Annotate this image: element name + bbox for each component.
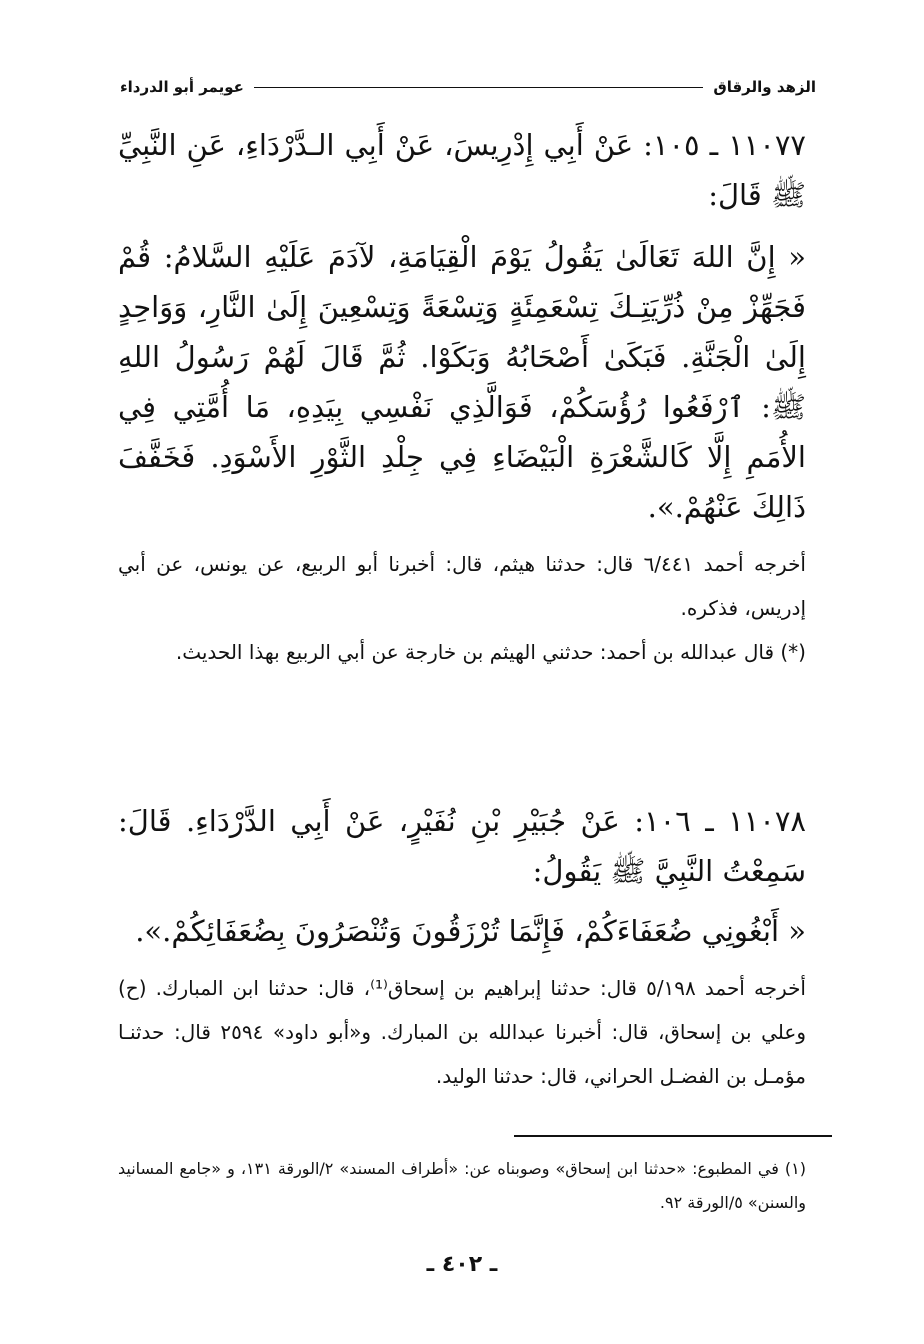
- takhrij-text: أخرجه أحمد ٦/٤٤١ قال: حدثنا هيثم، قال: أخبرنا أبو الربيع، عن يونس، عن أبي إدريس، فذكره.: [118, 552, 806, 620]
- takhrij: [118, 542, 806, 630]
- footnote: [118, 1152, 806, 1220]
- editor-note-text: (*) قال عبدالله بن أحمد: حدثني الهيثم بن خارجة عن أبي الربيع بهذا الحديث.: [175, 640, 806, 664]
- header-rule: [254, 87, 703, 88]
- hadith-isnad: [118, 120, 806, 220]
- hadith-matn: [118, 232, 806, 532]
- hadith-matn: [118, 906, 806, 956]
- hadith-isnad-text: ١١٠٧٨ ـ ١٠٦: عَنْ جُبَيْرِ بْنِ نُفَيْرٍ، عَنْ أَبِي الدَّرْدَاءِ. قَالَ: سَمِعْتُ النَّبِيَّ ﷺ يَقُولُ:: [118, 804, 806, 888]
- hadith-matn-text: « إِنَّ اللهَ تَعَالَىٰ يَقُولُ يَوْمَ الْقِيَامَةِ، لآدَمَ عَلَيْهِ السَّلامُ: قُمْ فَجَهِّزْ مِنْ ذُرِّيَتِـكَ تِسْعَمِئَةٍ وَتِسْعَةً وَتِسْعِينَ إِلَىٰ النَّارِ، وَوَاحِدٍ إِلَىٰ الْجَنَّةِ. فَبَكَىٰ أَصْحَابُهُ وَبَكَوْا. ثُمَّ قَالَ لَهُمْ رَسُولُ اللهِ ﷺ: ٱرْفَعُوا رُؤُسَكُمْ، فَوَالَّذِي نَفْسِي بِيَدِهِ، مَا أُمَّتِي فِي الأُمَمِ إِلَّا كَالشَّعْرَةِ الْبَيْضَاءِ فِي جِلْدِ الثَّوْرِ الأَسْوَدِ. فَخَفَّفَ ذَالِكَ عَنْهُمْ.».: [118, 240, 806, 524]
- section-title: عويمر أبو الدرداء: [120, 78, 244, 96]
- takhrij: [118, 966, 806, 1098]
- editor-note: [118, 630, 806, 674]
- page-number: ـ ٤٠٢ ـ: [426, 1252, 498, 1277]
- footnote-rule: [514, 1135, 832, 1137]
- takhrij-text: أخرجه أحمد ٥/١٩٨ قال: حدثنا إبراهيم بن إسحاق⁽¹⁾، قال: حدثنا ابن المبارك. (ح) وعلي بن إسحاق، قال: أخبرنا عبدالله بن المبارك. و«أبو داود» ٢٥٩٤ قال: حدثنـا مؤمـل بن الفضـل الحراني، قال: حدثنا الوليد.: [118, 976, 806, 1088]
- hadith-matn-text: « أَبْغُونِي ضُعَفَاءَكُمْ، فَإِنَّمَا تُرْزَقُونَ وَتُنْصَرُونَ بِضُعَفَائِكُمْ.».: [135, 914, 806, 948]
- hadith-isnad: [118, 796, 806, 896]
- running-header: [120, 72, 816, 102]
- hadith-isnad-text: ١١٠٧٧ ـ ١٠٥: عَنْ أَبِي إِدْرِيسَ، عَنْ أَبِي الـدَّرْدَاءِ، عَنِ النَّبِيِّ ﷺ قَالَ:: [118, 128, 806, 212]
- book-title: الزهد والرقاق: [713, 78, 816, 96]
- footnote-text: (١) في المطبوع: «حدثنا ابن إسحاق» وصوبناه عن: «أطراف المسند» ٢/الورقة ١٣١، و «جامع المسانيد والسنن» ٥/الورقة ٩٢.: [118, 1159, 806, 1212]
